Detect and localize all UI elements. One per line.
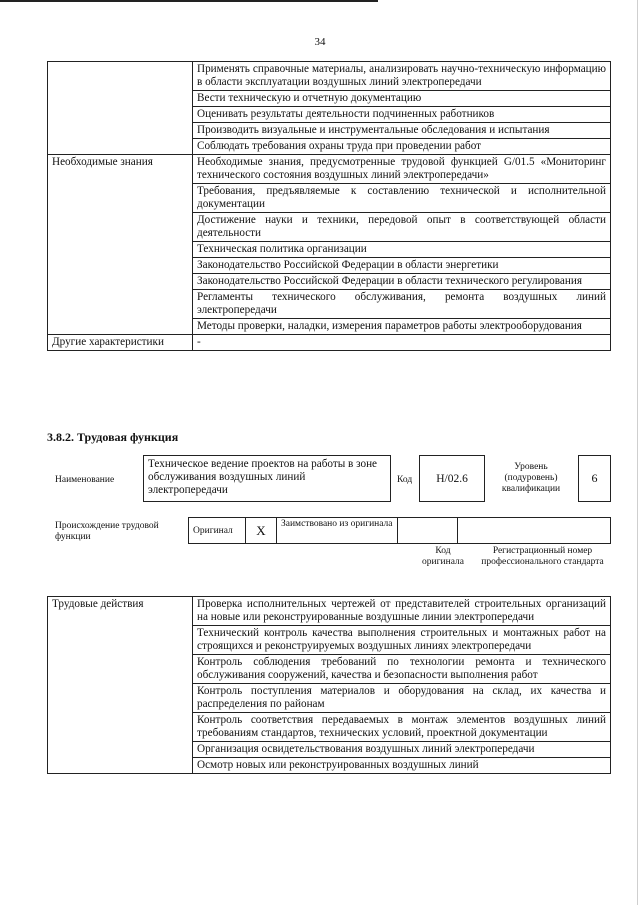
- table-cell-text: Контроль соблюдения требований по технологии ремонта и технического обслуживания сооружений, качества и безопасности выполнения работ: [193, 655, 611, 684]
- table-cell-text: Законодательство Российской Федерации в области технического регулирования: [193, 274, 611, 290]
- table-cell-text: Законодательство Российской Федерации в области энергетики: [193, 258, 611, 274]
- table-cell-text: Регламенты технического обслуживания, ремонта воздушных линий электропередачи: [193, 290, 611, 319]
- page-number: 34: [314, 36, 326, 48]
- table-row: [48, 62, 611, 91]
- borrowed-label: Заимствовано из оригинала: [277, 518, 398, 544]
- table-cell-text: Соблюдать требования охраны труда при проведении работ: [193, 139, 611, 155]
- table-cell-text: Технический контроль качества выполнения строительных и монтажных работ на строящихся и реконструируемых воздушных линиях электропередачи: [193, 626, 611, 655]
- registration-number-cell: [458, 518, 611, 544]
- table-row: [48, 335, 611, 351]
- table-cell-text: Применять справочные материалы, анализировать научно-техническую информацию в области эксплуатации воздушных линий электропередачи: [193, 62, 611, 91]
- scan-top-edge: [0, 0, 378, 2]
- name-label: Наименование: [55, 475, 115, 485]
- table-cell-text: Достижение науки и техники, передовой опыт в соответствующей области деятельности: [193, 213, 611, 242]
- original-label: Оригинал: [189, 518, 246, 544]
- table-cell-text: Осмотр новых или реконструированных воздушных линий: [193, 758, 611, 774]
- original-code-caption: Код оригинала: [422, 546, 464, 567]
- table-cell-text: Вести техническую и отчетную документацию: [193, 91, 611, 107]
- original-code-cell: [398, 518, 458, 544]
- origin-label: Происхождение трудовой функции: [55, 521, 159, 542]
- skills-knowledge-tbody: [48, 62, 611, 351]
- original-mark: X: [246, 518, 277, 544]
- labor-actions-table: [47, 596, 611, 774]
- table-cell-text: Техническая политика организации: [193, 242, 611, 258]
- qualification-level-value: 6: [578, 455, 611, 502]
- row-group-label: [48, 62, 193, 155]
- table-cell-text: Контроль поступления материалов и оборудования на склад, их качества и распределения по районам: [193, 684, 611, 713]
- table-row: [48, 155, 611, 184]
- registration-number-caption: Регистрационный номер профессионального стандарта: [481, 546, 604, 567]
- labor-actions-tbody: [48, 597, 611, 774]
- function-name-value: Техническое ведение проектов на работы в зоне обслуживания воздушных линий электропередачи: [143, 455, 391, 502]
- section-heading: 3.8.2. Трудовая функция: [47, 430, 179, 444]
- table-cell-text: Необходимые знания, предусмотренные трудовой функцией G/01.5 «Мониторинг технического состояния воздушных линий электропередачи»: [193, 155, 611, 184]
- table-cell-text: Организация освидетельствования воздушных линий электропередачи: [193, 742, 611, 758]
- row-group-label: Трудовые действия: [48, 597, 193, 774]
- scan-right-edge: [637, 0, 638, 905]
- qualification-level-label: Уровень (подуровень) квалификации: [501, 462, 561, 494]
- table-cell-text: Оценивать результаты деятельности подчиненных работников: [193, 107, 611, 123]
- table-row: [48, 597, 611, 626]
- table-cell-text: -: [193, 335, 611, 351]
- origin-row: [188, 517, 611, 544]
- row-group-label: Необходимые знания: [48, 155, 193, 335]
- table-cell-text: Методы проверки, наладки, измерения параметров работы электрооборудования: [193, 319, 611, 335]
- skills-knowledge-table: [47, 61, 611, 351]
- table-cell-text: Контроль соответствия передаваемых в монтаж элементов воздушных линий требованиям стандартов, технических условий, проектной документации: [193, 713, 611, 742]
- table-cell-text: Требования, предъявляемые к составлению технической и исполнительной документации: [193, 184, 611, 213]
- origin-row-cells: [189, 518, 611, 544]
- function-code-value: H/02.6: [419, 455, 485, 502]
- code-label: Код: [397, 475, 413, 485]
- table-cell-text: Производить визуальные и инструментальные обследования и испытания: [193, 123, 611, 139]
- table-cell-text: Проверка исполнительных чертежей от представителей строительных организаций на новые или реконструированные воздушные линии электропередачи: [193, 597, 611, 626]
- row-group-label: Другие характеристики: [48, 335, 193, 351]
